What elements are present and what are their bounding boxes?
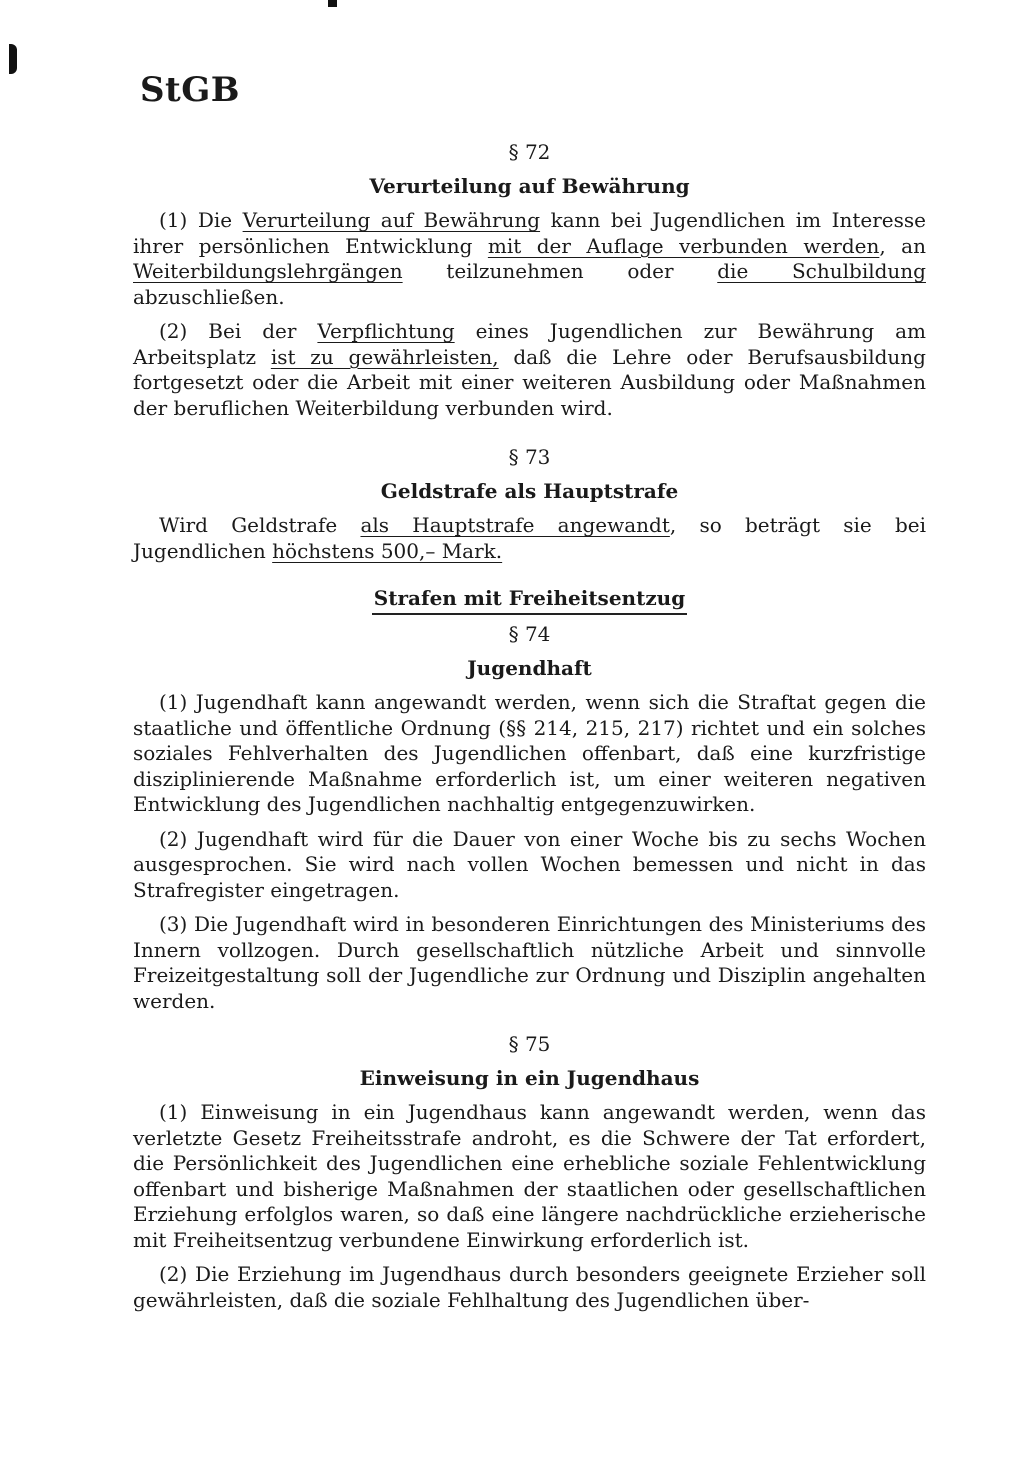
underlined-text: mit der Auflage verbunden werden: [487, 233, 880, 258]
paragraph-74-abs-1: (1) Jugendhaft kann angewandt werden, wenn sich die Straftat gegen die staatliche und öffentliche Ordnung (§§ 214, 215, 217) richtet und ein solches soziales Fehlverhalten des Jugendlichen offenbart, daß eine kurzfristige disziplinierende Maßnahme erforderlich ist, um einer weiteren negativen Entwicklung des Jugendlichen nachhaltig entgegenzuwirken.: [133, 690, 926, 816]
underlined-text: Verpflichtung: [317, 319, 455, 343]
paragraph-72-abs-2: (2) Bei der Verpflichtung eines Jugendlichen zur Bewährung am Arbeitsplatz ist zu gewährleisten, daß die Lehre oder Berufsausbildung fortgesetzt oder die Arbeit mit einer weiteren Ausbildung oder Maßnahmen der beruflichen Weiterbildung verbunden wird.: [133, 319, 927, 420]
section-heading: [133, 586, 926, 610]
underlined-text: ist zu gewährleisten,: [270, 344, 499, 369]
section-heading-text: Strafen mit Freiheitsentzug: [372, 586, 687, 615]
paragraph-number-72: § 72: [508, 140, 551, 164]
underlined-text: Weiterbildungslehrgängen: [133, 259, 403, 283]
underlined-text: höchstens 500,– Mark.: [272, 538, 503, 563]
paragraph-75-abs-2: (2) Die Erziehung im Jugendhaus durch besonders geeignete Erzieher soll gewährleisten, daß die soziale Fehlhaltung des Jugendlichen über-: [133, 1262, 926, 1312]
paragraph-title-75: Einweisung in ein Jugendhaus: [359, 1066, 700, 1090]
underlined-text: die Schulbildung: [717, 259, 926, 283]
paragraph-73-text: Wird Geldstrafe als Hauptstrafe angewandt, so beträgt sie bei Jugendlichen höchstens 500,– Mark.: [133, 513, 926, 563]
paragraph-72-abs-1: (1) Die Verurteilung auf Bewährung kann bei Jugendlichen im Interesse ihrer persönlichen Entwicklung mit der Auflage verbunden werden, an Weiterbildungslehrgängen teilzunehmen oder die Schulbildung abzuschließen.: [133, 208, 927, 309]
paragraph-title-73: Geldstrafe als Hauptstrafe: [380, 479, 679, 503]
scan-mark-left-edge: [9, 44, 17, 74]
paragraph-number-74: § 74: [508, 622, 551, 646]
paragraph-75-abs-1: (1) Einweisung in ein Jugendhaus kann angewandt werden, wenn das verletzte Gesetz Freiheitsstrafe androht, es die Schwere der Tat erfordert, die Persönlichkeit des Jugendlichen eine erhebliche soziale Fehlentwicklung offenbart und bisherige Maßnahmen der staatlichen oder gesellschaftlichen Erziehung erfolglos waren, so daß eine längere nachdrückliche erzieherische mit Freiheitsentzug verbundene Einwirkung erforderlich ist.: [133, 1100, 926, 1252]
paragraph-74-abs-2: (2) Jugendhaft wird für die Dauer von einer Woche bis zu sechs Wochen ausgesprochen. Sie wird nach vollen Wochen bemessen und nicht in das Strafregister eingetragen.: [133, 826, 926, 902]
paragraph-title-74: Jugendhaft: [467, 656, 592, 680]
paragraph-number-75: § 75: [508, 1032, 551, 1056]
scan-mark-top: [328, 0, 337, 7]
underlined-text: als Hauptstrafe angewandt: [360, 513, 670, 537]
paragraph-number-73: § 73: [508, 445, 551, 469]
underlined-text: Verurteilung auf Bewährung: [242, 208, 541, 232]
paragraph-74-abs-3: (3) Die Jugendhaft wird in besonderen Einrichtungen des Ministeriums des Innern vollzogen. Durch gesellschaftlich nützliche Arbeit und sinnvolle Freizeitgestaltung soll der Jugendliche zur Ordnung und Disziplin angehalten werden.: [133, 912, 926, 1013]
page-body: [133, 128, 926, 1322]
paragraph-title-72: Verurteilung auf Bewährung: [369, 174, 690, 198]
running-head: StGB: [140, 70, 241, 110]
